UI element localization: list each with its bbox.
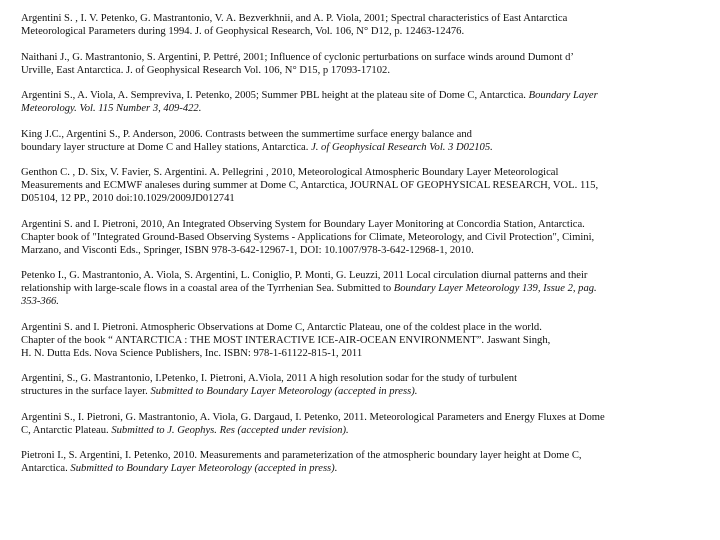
reference-line	[21, 269, 712, 282]
reference-italic-text: Boundary Layer Meteorology 139, Issue 2, pag.	[393, 283, 597, 294]
reference-text: Antarctica.	[21, 463, 71, 474]
reference-entry	[21, 269, 712, 308]
reference-italic-text: Submitted to J. Geophys. Res (accepted under revision).	[111, 424, 349, 436]
reference-line	[21, 179, 712, 192]
reference-text: Naithani J., G. Mastrantonio, S. Argentini, P. Pettré, 2001; Influence of cyclonic perturbations on surface winds around Dumont d’	[21, 51, 574, 63]
reference-line	[21, 128, 712, 141]
reference-line	[21, 244, 712, 257]
reference-line	[21, 462, 712, 475]
reference-line	[21, 64, 712, 77]
reference-line	[21, 192, 712, 205]
reference-line	[21, 25, 712, 38]
reference-line	[21, 449, 712, 462]
reference-text: Argentini S. and I. Pietroni. Atmospheric Observations at Dome C, Antarctic Plateau, one of the coldest place in the world.	[21, 321, 542, 333]
reference-text: Argentini S. and I. Pietroni, 2010, An Integrated Observing System for Boundary Layer Monitoring at Concordia Station, Antarctica.	[21, 218, 585, 230]
reference-line	[21, 295, 712, 308]
reference-text: Argentini S., I. Pietroni, G. Mastrantonio, A. Viola, G. Dargaud, I. Petenko, 2011. Meteorological Parameters and Energy Fluxes at Dome	[21, 411, 605, 423]
reference-line	[21, 51, 712, 64]
reference-italic-text: J. of Geophysical Research Vol. 3 D02105.	[311, 141, 493, 153]
reference-text: H. N. Dutta Eds. Nova Science Publishers, Inc. ISBN: 978-1-61122-815-1, 2011	[21, 347, 363, 359]
reference-line	[21, 424, 712, 437]
reference-text: Petenko I., G. Mastrantonio, A. Viola, S. Argentini, L. Coniglio, P. Monti, G. Leuzzi, 2011 Local circulation diurnal patterns and their	[21, 270, 588, 281]
reference-line	[21, 141, 712, 154]
reference-line	[21, 372, 712, 385]
reference-line	[21, 334, 712, 347]
reference-line	[21, 411, 712, 424]
reference-italic-text: Submitted to Boundary Layer Meteorology (accepted in press).	[70, 463, 338, 474]
reference-line	[21, 102, 712, 115]
reference-text: C, Antarctic Plateau.	[21, 424, 112, 436]
reference-italic-text: Meteorology. Vol. 115 Number 3, 409-422.	[21, 103, 202, 114]
reference-line	[21, 89, 712, 102]
reference-text: relationship with large-scale flows in a coastal area of the Tyrrhenian Sea. Submitted to	[21, 283, 394, 294]
reference-line	[21, 231, 712, 244]
reference-entry	[21, 89, 712, 115]
reference-text: Marzano, and Visconti Eds., Springer, ISBN 978-3-642-12967-1, DOI: 10.1007/978-3-642-12968-1, 2010.	[21, 244, 474, 256]
reference-text: Chapter of the book “ ANTARCTICA : THE MOST INTERACTIVE ICE-AIR-OCEAN ENVIRONMENT”. Jaswant Singh,	[21, 334, 551, 346]
reference-entry	[21, 411, 712, 437]
reference-text: King J.C., Argentini S., P. Anderson, 2006. Contrasts between the summertime surface energy balance and	[21, 128, 472, 140]
reference-text: Argentini, S., G. Mastrantonio, I.Petenko, I. Pietroni, A.Viola, 2011 A high resolution sodar for the study of turbulent	[21, 373, 518, 384]
reference-italic-text: Boundary Layer	[528, 90, 598, 101]
reference-line	[21, 347, 712, 360]
reference-text: Chapter book of "Integrated Ground-Based Observing Systems - Applications for Climate, Meteorology, and Civil Protection", Cimini,	[21, 231, 595, 243]
reference-entry	[21, 128, 712, 154]
reference-text: Argentini S., A. Viola, A. Sempreviva, I. Petenko, 2005; Summer PBL height at the plateau site of Dome C, Antarctica.	[21, 90, 529, 101]
reference-line	[21, 282, 712, 295]
reference-entry	[21, 12, 712, 38]
reference-entry	[21, 449, 712, 475]
reference-entry	[21, 218, 712, 257]
reference-entry	[21, 166, 712, 205]
reference-text: Urville, East Antarctica. J. of Geophysical Research Vol. 106, N° D15, p 17093-17102.	[21, 64, 390, 76]
reference-line	[21, 321, 712, 334]
reference-text: Measurements and ECMWF analeses during summer at Dome C, Antarctica, JOURNAL OF GEOPHYSICAL RESEARCH, VOL. 115,	[21, 180, 599, 191]
reference-entry	[21, 372, 712, 398]
reference-text: Meteorological Parameters during 1994. J. of Geophysical Research, Vol. 106, N° D12, p. 12463-12476.	[21, 26, 465, 37]
reference-entry	[21, 321, 712, 360]
reference-line	[21, 12, 712, 25]
reference-text: boundary layer structure at Dome C and Halley stations, Antarctica.	[21, 141, 312, 153]
reference-text: D05104, 12 PP., 2010 doi:10.1029/2009JD012741	[21, 193, 235, 204]
reference-text: structures in the surface layer.	[21, 386, 151, 397]
reference-italic-text: Submitted to Boundary Layer Meteorology (accepted in press).	[150, 386, 418, 397]
reference-italic-text: 353-366.	[21, 296, 59, 307]
reference-entry	[21, 51, 712, 77]
reference-text: Genthon C. , D. Six, V. Favier, S. Argentini. A. Pellegrini , 2010, Meteorological Atmospheric Boundary Layer Meteorological	[21, 167, 559, 178]
reference-line	[21, 385, 712, 398]
reference-text: Argentini S. , I. V. Petenko, G. Mastrantonio, V. A. Bezverkhnii, and A. P. Viola, 2001; Spectral characteristics of East Antarctica	[21, 13, 568, 24]
reference-line	[21, 218, 712, 231]
reference-text: Pietroni I., S. Argentini, I. Petenko, 2010. Measurements and parameterization of the atmospheric boundary layer height at Dome C,	[21, 450, 582, 461]
reference-line	[21, 166, 712, 179]
